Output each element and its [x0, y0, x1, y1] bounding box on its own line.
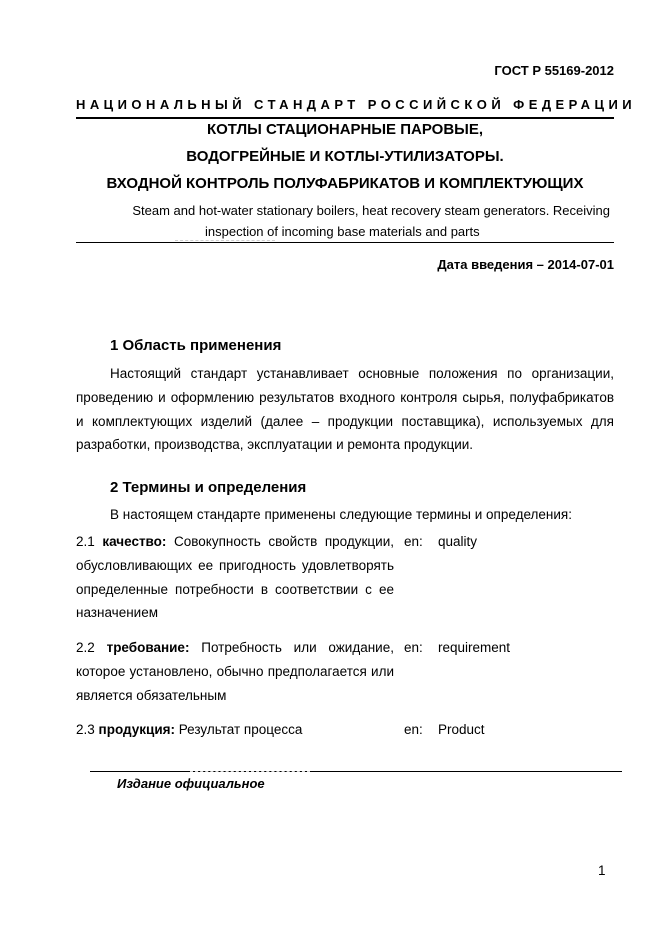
- section-2-heading: 2 Термины и определения: [110, 479, 307, 496]
- term-number: 2.1: [76, 534, 95, 549]
- title-line-2: ВОДОГРЕЙНЫЕ И КОТЛЫ-УТИЛИЗАТОРЫ.: [186, 148, 504, 165]
- term-2-3-en-term: Product: [438, 722, 485, 737]
- term-number: 2.3: [76, 722, 95, 737]
- term-2-2-en-term: requirement: [438, 640, 511, 655]
- section-1-text: Настоящий стандарт устанавливает основные положения по организации, проведению и оформлению результатов входного контроля сырья, полуфабрикатов и комплектующих изделий (далее – продукции поставщика), используемых для разработки, производства, эксплуатации и ремонта продукции.: [76, 366, 614, 453]
- section-1-paragraph: [76, 362, 614, 457]
- term-2-2: [76, 636, 394, 707]
- page-number: 1: [598, 863, 606, 878]
- term-definition: Потребность или ожидание, которое установлено, обычно предполагается или является обязательным: [76, 640, 394, 703]
- faint-mark: [175, 240, 275, 241]
- term-2-1: [76, 530, 394, 625]
- official-edition-label: Издание официальное: [117, 776, 265, 791]
- national-standard-banner: НАЦИОНАЛЬНЫЙ СТАНДАРТ РОССИЙСКОЙ ФЕДЕРАЦИИ: [76, 97, 637, 112]
- section-2-intro-text: В настоящем стандарте применены следующие термины и определения:: [110, 507, 572, 522]
- term-2-3-en-label: en:: [404, 722, 423, 737]
- document-code: ГОСТ Р 55169-2012: [494, 63, 614, 78]
- title-divider: [76, 242, 614, 243]
- footer-divider: [90, 771, 622, 772]
- term-name: качество:: [102, 534, 167, 549]
- effective-date: Дата введения – 2014-07-01: [437, 257, 614, 272]
- term-name: требование:: [106, 640, 190, 655]
- term-definition: Результат процесса: [178, 722, 303, 737]
- top-divider: [76, 117, 614, 119]
- term-2-3: [76, 718, 394, 742]
- section-2-intro: [76, 503, 614, 527]
- title-line-3: ВХОДНОЙ КОНТРОЛЬ ПОЛУФАБРИКАТОВ И КОМПЛЕКТУЮЩИХ: [106, 175, 584, 192]
- section-1-heading: 1 Область применения: [110, 337, 282, 354]
- term-2-1-en-term: quality: [438, 534, 478, 549]
- title-line-1: КОТЛЫ СТАЦИОНАРНЫЕ ПАРОВЫЕ,: [206, 121, 484, 138]
- term-2-1-en-label: en:: [404, 534, 423, 549]
- faint-mark-2: [190, 771, 310, 772]
- term-name: продукция:: [98, 722, 175, 737]
- term-2-2-en-label: en:: [404, 640, 423, 655]
- term-number: 2.2: [76, 640, 95, 655]
- english-title-line-1: Steam and hot-water stationary boilers, heat recovery steam generators. Receiving: [132, 203, 610, 218]
- english-title-line-2: inspection of incoming base materials and parts: [205, 224, 480, 239]
- term-definition: Совокупность свойств продукции, обусловливающих ее пригодность удовлетворять определенные потребности в соответствии с ее назначением: [76, 534, 394, 621]
